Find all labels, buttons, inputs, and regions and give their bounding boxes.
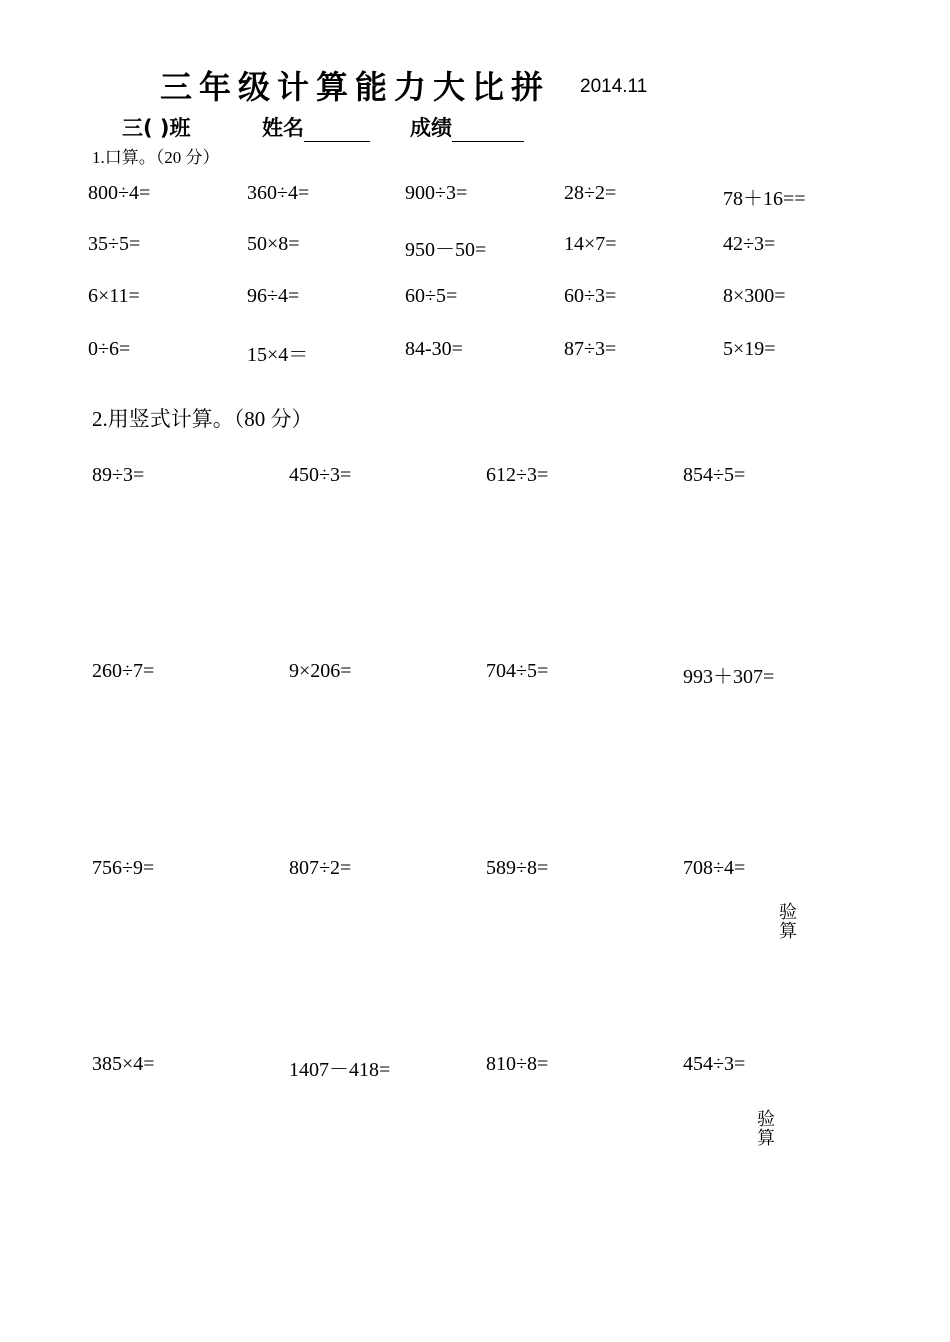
oral-problem: 8×300=	[723, 285, 786, 307]
oral-problem: 60÷5=	[405, 285, 458, 307]
vertical-problem: 810÷8=	[486, 1053, 549, 1075]
vertical-problem: 756÷9=	[92, 857, 155, 879]
score-field	[410, 112, 524, 142]
oral-problem: 42÷3=	[723, 233, 776, 255]
vertical-problem: 89÷3=	[92, 464, 145, 486]
name-field	[262, 112, 370, 142]
oral-problem: 6×11=	[88, 285, 140, 307]
oral-problem: 950－50=	[405, 239, 487, 261]
score-label: 成绩	[410, 116, 452, 140]
vertical-problem: 612÷3=	[486, 464, 549, 486]
vertical-problem: 704÷5=	[486, 660, 549, 682]
oral-problem: 84-30=	[405, 338, 463, 360]
vertical-problem: 807÷2=	[289, 857, 352, 879]
name-label: 姓名	[262, 116, 304, 140]
oral-problem: 35÷5=	[88, 233, 141, 255]
section2-heading: 2.用竖式计算。（80 分）	[92, 407, 313, 431]
oral-problem: 900÷3=	[405, 182, 468, 204]
vertical-problem: 1407－418=	[289, 1059, 391, 1081]
oral-problem: 28÷2=	[564, 182, 617, 204]
oral-problem: 14×7=	[564, 233, 617, 255]
worksheet-date: 2014.11	[580, 76, 648, 97]
oral-problem: 96÷4=	[247, 285, 300, 307]
score-blank	[452, 119, 524, 142]
oral-problem: 0÷6=	[88, 338, 131, 360]
class-label: 三( )班	[122, 116, 191, 140]
vertical-problem: 589÷8=	[486, 857, 549, 879]
oral-problem: 5×19=	[723, 338, 776, 360]
vertical-problem: 993＋307=	[683, 666, 775, 688]
oral-problem: 78＋16==	[723, 188, 806, 210]
vertical-problem: 260÷7=	[92, 660, 155, 682]
oral-problem: 800÷4=	[88, 182, 151, 204]
oral-problem: 360÷4=	[247, 182, 310, 204]
oral-problem: 15×4＝	[247, 344, 309, 366]
vertical-problem: 708÷4=	[683, 857, 746, 879]
vertical-problem: 450÷3=	[289, 464, 352, 486]
oral-problem: 87÷3=	[564, 338, 617, 360]
name-blank	[304, 119, 370, 142]
worksheet-title: 三年级计算能力大比拼	[160, 68, 551, 106]
oral-problem: 60÷3=	[564, 285, 617, 307]
oral-problem: 50×8=	[247, 233, 300, 255]
vertical-problem: 854÷5=	[683, 464, 746, 486]
check-label: 验算	[779, 902, 797, 942]
section1-heading: 1.口算。（20 分）	[92, 148, 220, 167]
vertical-problem: 9×206=	[289, 660, 352, 682]
vertical-problem: 385×4=	[92, 1053, 155, 1075]
check-label: 验算	[757, 1109, 775, 1149]
vertical-problem: 454÷3=	[683, 1053, 746, 1075]
